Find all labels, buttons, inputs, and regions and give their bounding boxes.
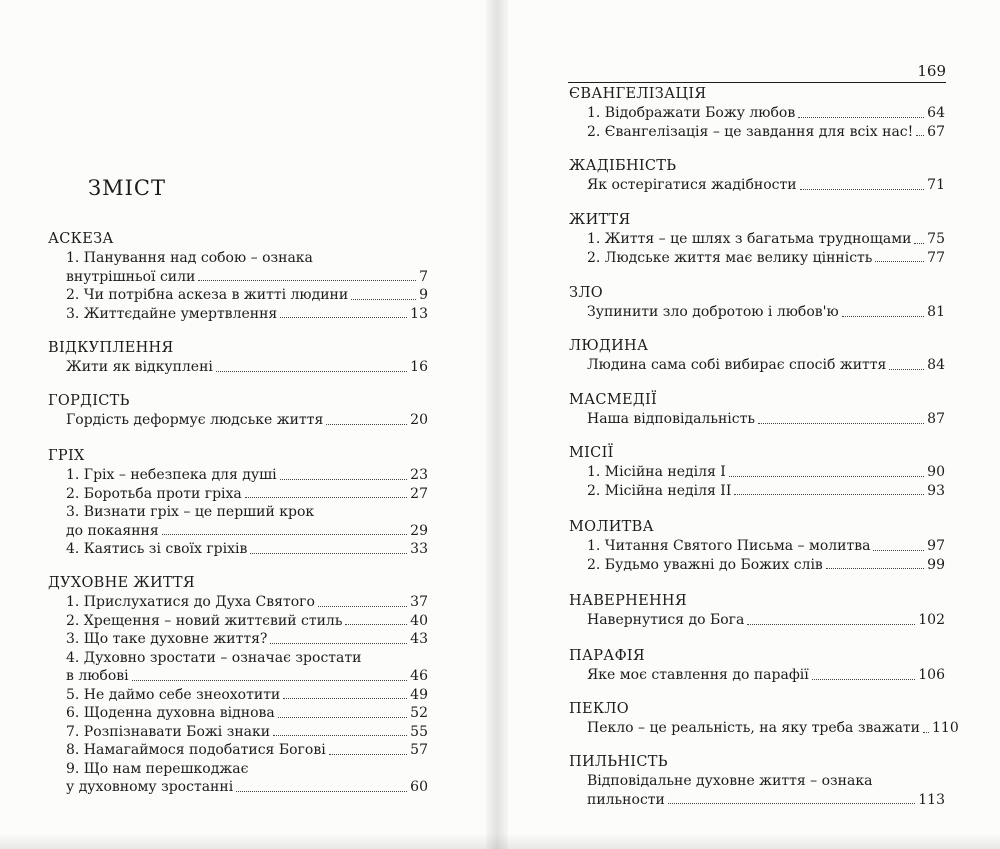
entry-page-number: 49 [410,686,428,703]
entry-page-number: 84 [927,357,945,373]
toc-entry[interactable] [48,358,428,377]
dot-leader [326,424,407,425]
entry-title: 3. Життєдайне умертвлення [66,305,278,322]
entry-title: 2. Хрещення – новий життєвий стиль [66,612,343,629]
dot-leader [800,189,925,190]
entry-title-line1: 1. Панування над собою – ознака [66,250,313,266]
toc-section [569,647,945,685]
dot-leader [318,606,407,607]
section-heading: МОЛИТВА [569,519,654,535]
entry-title-line1: 9. Що нам перешкоджає [66,760,249,777]
entry-page-number: 90 [927,464,945,480]
entry-title: 4. Каятись зі своїх гріхів [66,541,248,557]
toc-section [48,392,428,430]
dot-leader [923,732,929,733]
dot-leader [842,316,924,317]
dot-leader [875,261,924,262]
toc-entry[interactable] [569,123,945,142]
toc-entry[interactable] [569,230,945,249]
toc-entry[interactable] [48,522,428,541]
entry-title: Навернутися до Бога [587,612,745,628]
entry-page-number: 13 [410,305,428,322]
entry-page-number: 113 [918,791,945,808]
entry-page-number: 52 [410,705,428,721]
entry-title: 1. Життя – це шлях з багатьма труднощами [587,231,912,247]
toc-section [569,157,945,195]
entry-page-number: 33 [410,541,428,557]
dot-leader [826,568,924,569]
section-heading: ВІДКУПЛЕННЯ [48,340,174,356]
entry-page-number: 97 [927,538,945,554]
dot-leader [216,371,407,372]
dot-leader [798,117,924,118]
toc-section [569,85,945,141]
toc-entry[interactable] [569,176,945,195]
toc-entry[interactable] [48,704,428,723]
dot-leader [916,135,924,136]
dot-leader [873,550,924,551]
entry-title-line1: Відповідальне духовне життя – ознака [587,773,873,789]
dot-leader [351,299,416,300]
toc-title: ЗМІСТ [88,176,166,200]
entry-title: Наша відповідальність [587,411,755,427]
dot-leader [889,369,924,370]
entry-page-number: 57 [410,742,428,758]
entry-title: Яке моє ставлення до парафії [587,667,809,683]
entry-title: 1. Відображати Божу любов [587,105,796,121]
entry-title: Пекло – це реальність, на яку треба зважати [587,720,921,736]
toc-entry[interactable] [48,593,428,612]
toc-entry[interactable] [569,410,945,429]
entry-title: Як остерігатися жадібности [587,177,797,193]
toc-entry[interactable] [569,719,959,738]
dot-leader [250,553,407,554]
toc-section [569,753,945,809]
entry-page-number: 99 [927,556,945,573]
entry-title: внутрішньої сили [66,268,196,285]
entry-title: 2. Євангелізація – це завдання для всіх нас! [587,123,914,140]
toc-entry[interactable] [48,778,428,797]
toc-entry[interactable] [48,466,428,485]
toc-entry[interactable] [569,482,945,501]
section-heading: ГРІХ [48,448,85,464]
toc-section [569,211,945,267]
entry-title: 2. Будьмо уважні до Божих слів [587,556,823,573]
dot-leader [758,423,924,424]
toc-section [569,518,945,574]
entry-title: 6. Щоденна духовна віднова [66,705,275,721]
toc-entry[interactable] [48,268,428,287]
entry-page-number: 37 [410,594,428,610]
dot-leader [283,698,407,699]
entry-page-number: 46 [410,668,428,684]
toc-entry[interactable] [48,540,428,559]
toc-entry[interactable] [48,411,428,430]
entry-page-number: 7 [419,268,428,285]
entry-page-number: 27 [410,485,428,502]
entry-title: 8. Намагаймося подобатися Богові [66,742,326,758]
dot-leader [245,497,407,498]
toc-entry[interactable] [48,667,428,686]
entry-page-number: 60 [410,779,428,795]
entry-title: Зупинити зло добротою і любов'ю [587,304,839,320]
entry-page-number: 40 [410,612,428,629]
entry-page-number: 87 [927,411,945,427]
entry-title: Жити як відкуплені [66,359,213,375]
entry-title: 3. Що таке духовне життя? [66,631,268,647]
dot-leader [812,679,916,680]
dot-leader [132,680,408,681]
entry-title-line1: 4. Духовно зростати – означає зростати [66,649,362,666]
toc-entry[interactable] [48,612,428,631]
entry-title: у духовному зростанні [66,779,234,795]
toc-section [48,230,428,323]
dot-leader [270,643,407,644]
toc-section [569,444,945,500]
entry-title: 1. Місійна неділя І [587,464,726,480]
page-number: 169 [917,62,946,80]
dot-leader [198,280,416,281]
toc-section [569,700,959,738]
entry-title: 2. Людське життя має велику цінність [587,249,873,266]
entry-title: Гордість деформує людське життя [66,412,324,428]
toc-entry[interactable] [48,630,428,649]
section-heading: ЄВАНГЕЛІЗАЦІЯ [569,86,707,102]
entry-title-line1: 3. Визнати гріх – це перший крок [66,504,315,520]
toc-entry[interactable] [569,537,945,556]
entry-page-number: 81 [927,304,945,320]
toc-entry[interactable] [569,104,945,123]
toc-entry[interactable] [569,666,945,685]
toc-entry[interactable] [48,723,428,742]
dot-leader [345,624,407,625]
toc-section [48,447,428,559]
section-heading: АСКЕЗА [48,231,114,247]
dot-leader [329,754,407,755]
entry-page-number: 93 [927,482,945,499]
entry-title: 1. Читання Святого Письма – молитва [587,538,871,554]
entry-title: 2. Чи потрібна аскеза в житті людини [66,287,349,303]
entry-title: 7. Розпізнавати Божі знаки [66,723,271,740]
dot-leader [747,624,915,625]
entry-title: в любові [66,668,129,684]
header-rule [568,82,946,83]
toc-entry[interactable] [48,686,428,705]
entry-page-number: 64 [927,105,945,121]
dot-leader [273,735,407,736]
toc-section [569,284,945,322]
entry-page-number: 110 [932,720,959,736]
page-shadow [0,833,1000,849]
section-heading: ПЕКЛО [569,701,629,717]
section-heading: ГОРДІСТЬ [48,393,130,409]
toc-entry[interactable] [569,791,945,810]
section-heading: ДУХОВНЕ ЖИТТЯ [48,575,195,591]
section-heading: ЗЛО [569,285,603,301]
entry-page-number: 77 [927,249,945,266]
dot-leader [280,479,408,480]
entry-page-number: 55 [410,723,428,740]
toc-entry[interactable] [569,463,945,482]
entry-page-number: 71 [927,177,945,193]
toc-entry[interactable] [569,356,945,375]
section-heading: НАВЕРНЕННЯ [569,593,687,609]
entry-page-number: 67 [927,123,945,140]
section-heading: ЖИТТЯ [569,212,631,228]
entry-page-number: 9 [419,287,428,303]
toc-entry[interactable] [48,485,428,504]
dot-leader [668,803,915,804]
toc-entry[interactable] [48,305,428,324]
section-heading: ПИЛЬНІСТЬ [569,754,668,770]
toc-entry[interactable] [569,249,945,268]
section-heading: ЖАДІБНІСТЬ [569,158,677,174]
toc-section [569,337,945,375]
entry-page-number: 106 [918,667,945,683]
toc-entry[interactable] [569,303,945,322]
book-gutter [486,0,508,849]
entry-page-number: 16 [410,359,428,375]
toc-section [48,574,428,797]
toc-entry[interactable] [569,556,945,575]
dot-leader [734,494,924,495]
dot-leader [236,791,407,792]
toc-section [48,339,428,377]
entry-title: 1. Прислухатися до Духа Святого [66,594,315,610]
section-heading: ПАРАФІЯ [569,648,645,664]
entry-title: пильности [587,791,665,808]
entry-title: 2. Боротьба проти гріха [66,485,242,502]
toc-section [569,592,945,630]
dot-leader [729,476,924,477]
dot-leader [914,243,924,244]
section-heading: МІСІЇ [569,445,614,461]
entry-page-number: 75 [927,231,945,247]
entry-page-number: 29 [410,522,428,539]
section-heading: ЛЮДИНА [569,338,649,354]
entry-page-number: 20 [410,412,428,428]
dot-leader [280,317,407,318]
entry-title: 1. Гріх – небезпека для душі [66,467,277,483]
entry-title: 5. Не даймо себе знеохотити [66,686,281,703]
dot-leader [162,534,407,535]
entry-page-number: 23 [410,467,428,483]
dot-leader [278,717,407,718]
toc-entry[interactable] [569,611,945,630]
entry-title: Людина сама собі вибирає спосіб життя [587,357,887,373]
entry-title: 2. Місійна неділя ІІ [587,482,732,499]
toc-entry[interactable] [48,286,428,305]
entry-page-number: 43 [410,631,428,647]
toc-section [569,391,945,429]
entry-page-number: 102 [918,612,945,628]
section-heading: МАСМЕДІЇ [569,392,657,408]
entry-title: до покаяння [66,522,159,539]
toc-entry[interactable] [48,741,428,760]
